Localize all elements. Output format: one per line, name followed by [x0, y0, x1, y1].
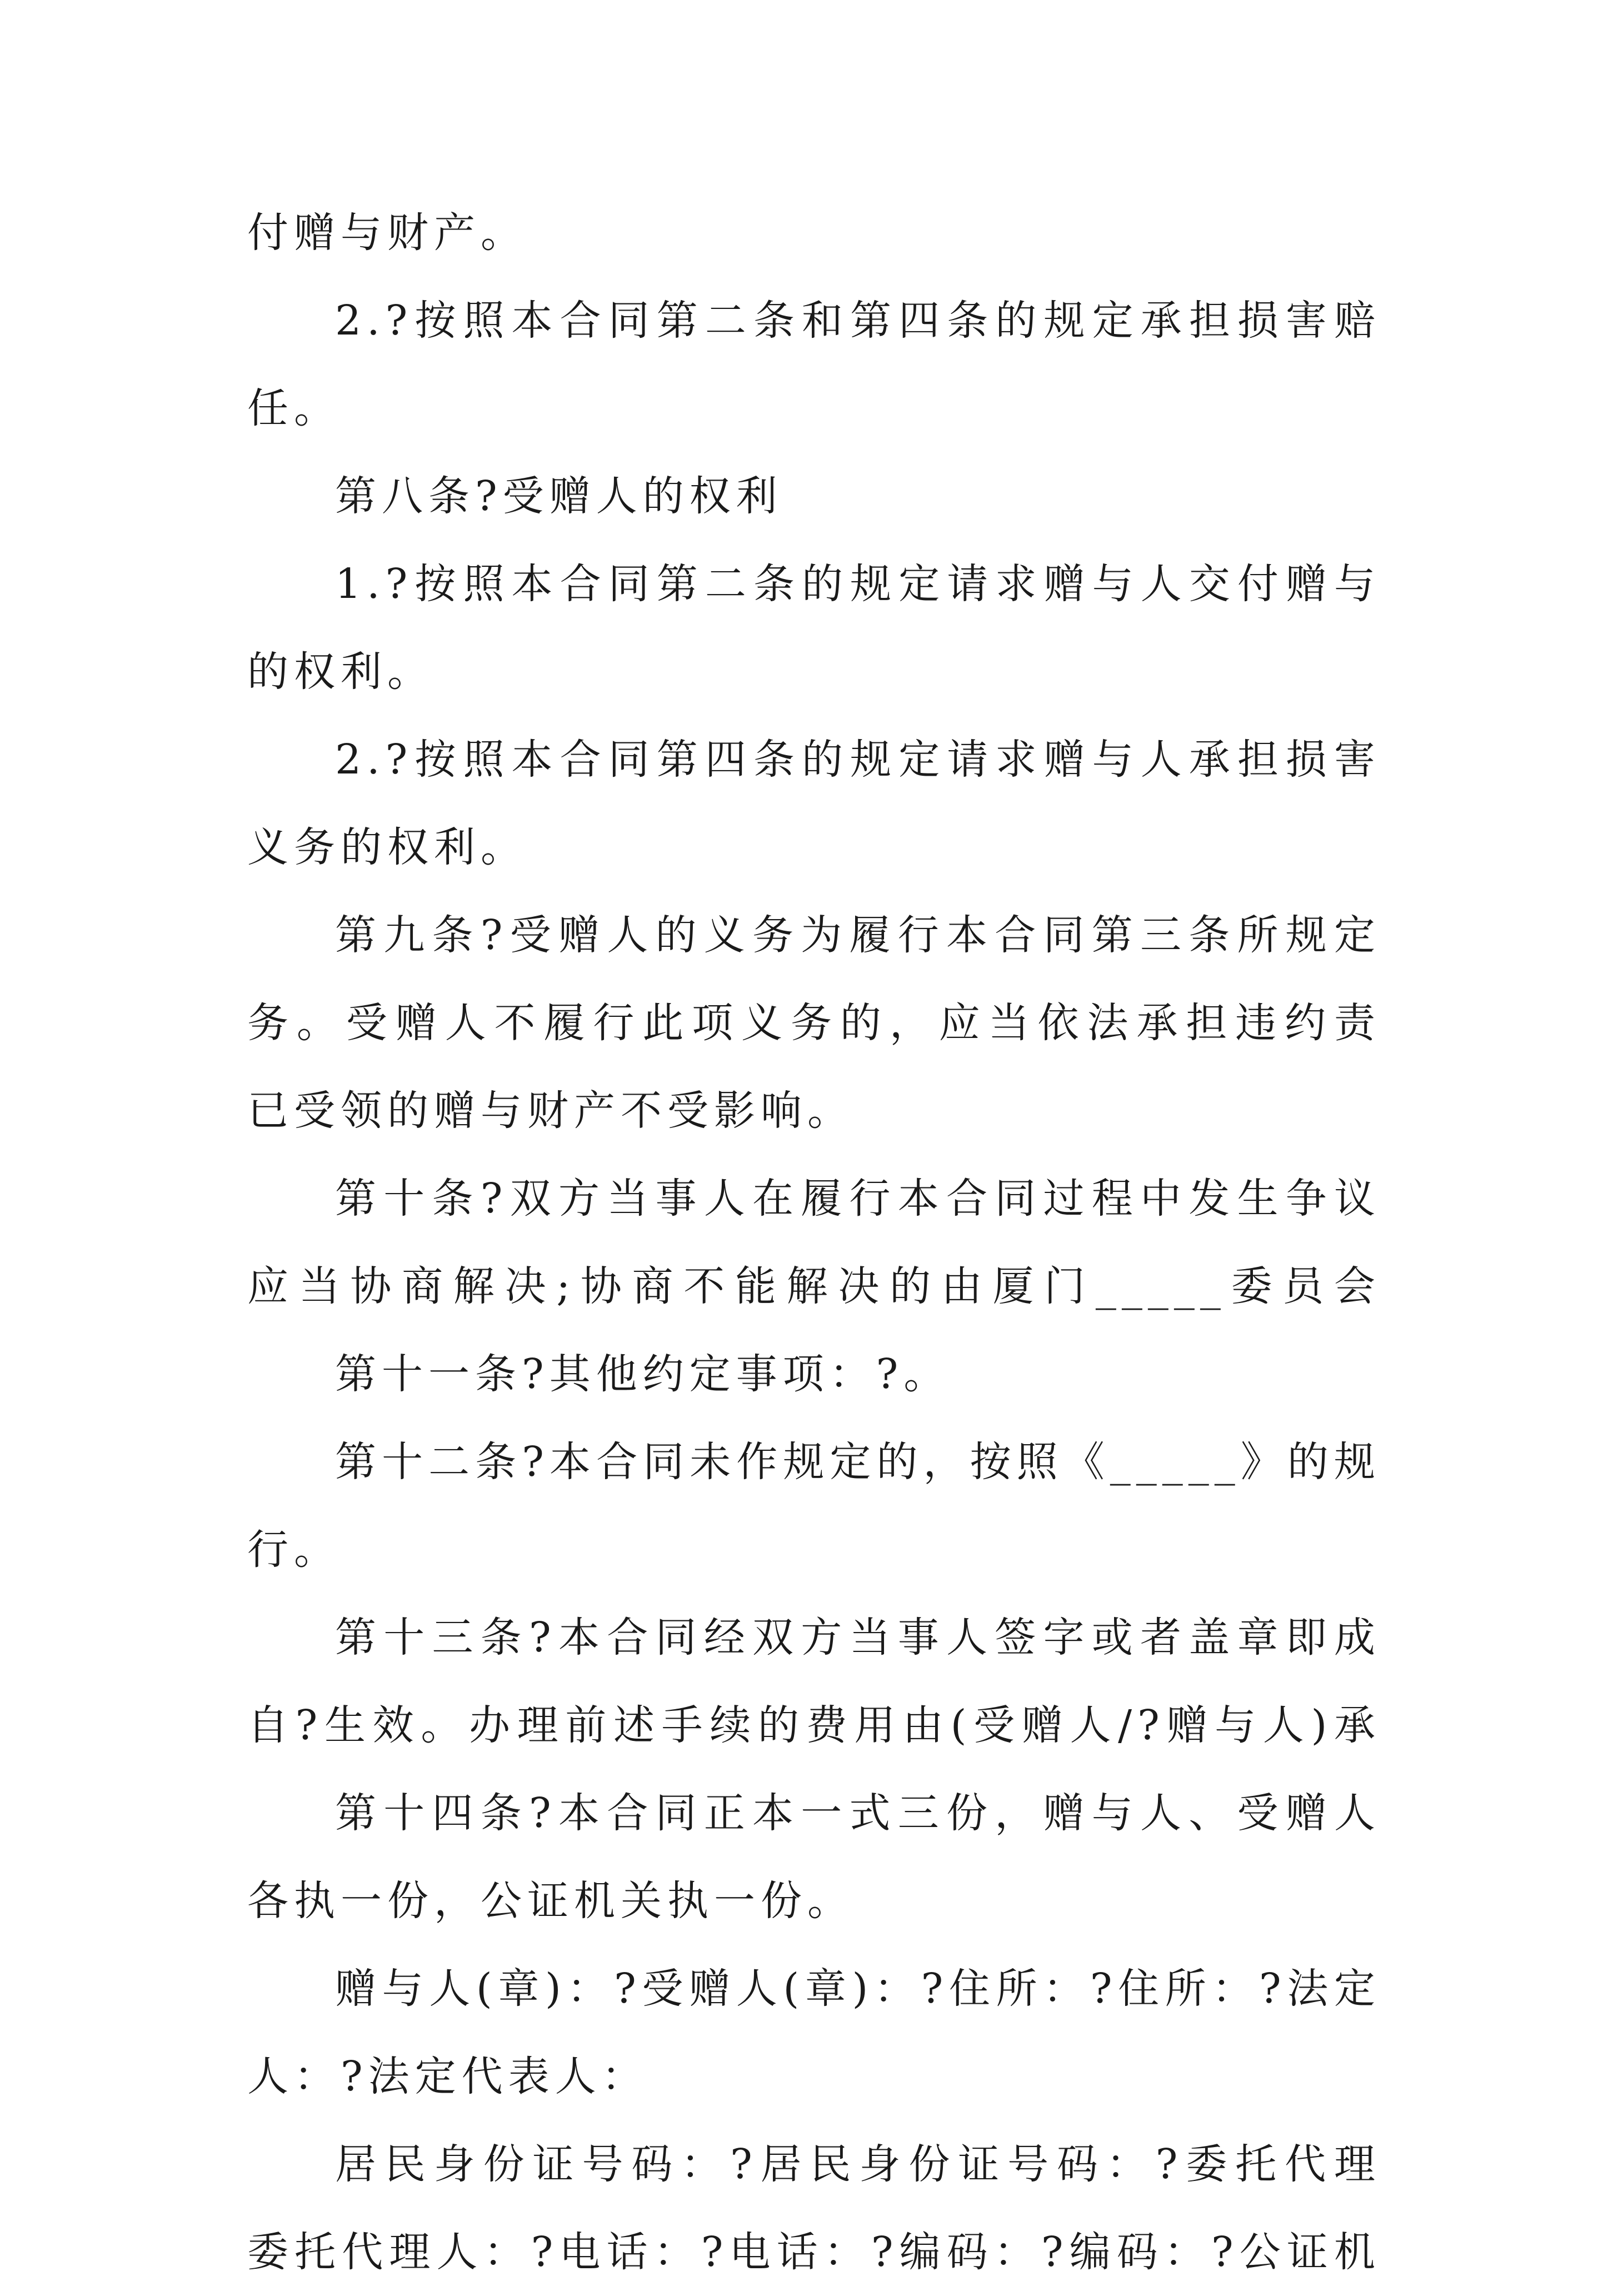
text-line: 第八条?受赠人的权利	[335, 472, 783, 520]
text-line: 第十一条?其他约定事项：?。	[335, 1350, 951, 1398]
text-line: 第十四条?本合同正本一式三份，赠与人、受赠人	[335, 1789, 1381, 1837]
text-line: 第十二条?本合同未作规定的，按照《_____》的规	[335, 1438, 1381, 1486]
text-line: 的权利。	[247, 648, 434, 696]
text-line: 第九条?受赠人的义务为履行本合同第三条所规定	[335, 911, 1381, 959]
text-line: 自?生效。办理前述手续的费用由(受赠人/?赠与人)承	[247, 1701, 1381, 1749]
text-line: 2.?按照本合同第四条的规定请求赠与人承担损害	[335, 736, 1381, 783]
text-line: 第十条?双方当事人在履行本合同过程中发生争议	[335, 1175, 1381, 1222]
text-line: 行。	[247, 1526, 341, 1574]
text-line: 第十三条?本合同经双方当事人签字或者盖章即成	[335, 1614, 1381, 1661]
contract-body	[247, 189, 1381, 2296]
text-line: 人：?法定代表人：	[247, 2053, 648, 2100]
text-line: 居民身份证号码：?居民身份证号码：?委托代理	[335, 2140, 1381, 2188]
text-line: 1.?按照本合同第二条的规定请求赠与人交付赠与	[335, 560, 1381, 608]
text-line: 委托代理人：?电话：?电话：?编码：?编码：?公证机	[247, 2228, 1381, 2276]
text-line: 任。	[247, 385, 341, 432]
text-line: 各执一份，公证机关执一份。	[247, 1877, 854, 1925]
text-line: 赠与人(章)：?受赠人(章)：?住所：?住所：?法定	[335, 1965, 1381, 2013]
text-line: 务。受赠人不履行此项义务的，应当依法承担违约责	[247, 999, 1381, 1047]
text-line: 已受领的赠与财产不受影响。	[247, 1087, 854, 1135]
text-line: 应当协商解决;协商不能解决的由厦门_____委员会	[247, 1262, 1381, 1310]
text-line: 义务的权利。	[247, 823, 527, 871]
text-line: 付赠与财产。	[247, 209, 527, 257]
text-line: 2.?按照本合同第二条和第四条的规定承担损害赔	[335, 297, 1381, 345]
